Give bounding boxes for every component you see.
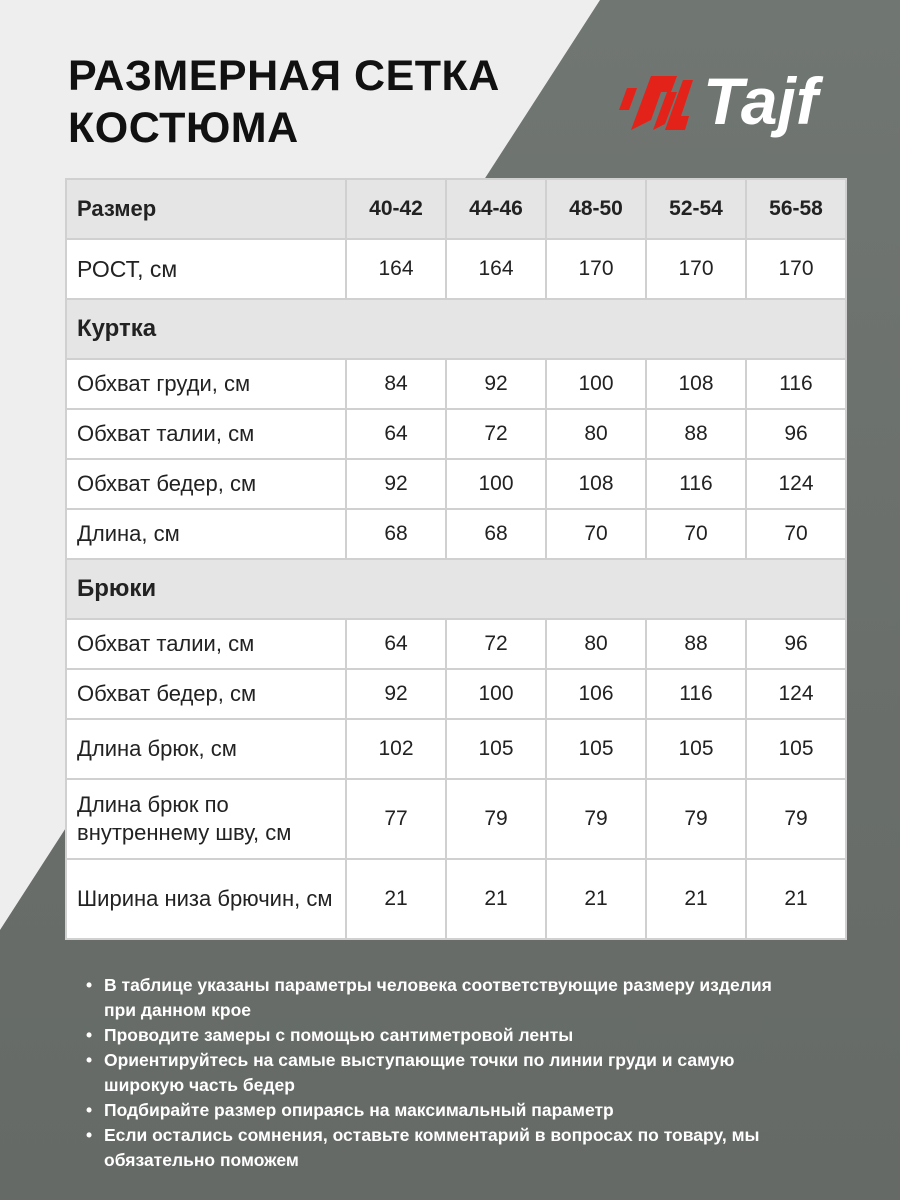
table-cell: 106	[546, 669, 646, 719]
header-size-label: Размер	[66, 179, 346, 239]
table-row	[66, 509, 846, 559]
table-cell: 72	[446, 619, 546, 669]
row-label: Длина, см	[66, 509, 346, 559]
row-label: Обхват бедер, см	[66, 669, 346, 719]
tajf-logo	[615, 58, 860, 138]
table-cell: 79	[546, 779, 646, 859]
table-cell: 21	[446, 859, 546, 939]
table-cell: 79	[746, 779, 846, 859]
table-cell: 108	[546, 459, 646, 509]
table-cell: 116	[646, 669, 746, 719]
table-cell: 80	[546, 619, 646, 669]
note-item: • Подбирайте размер опираясь на максимальный параметр	[86, 1098, 806, 1123]
table-cell: 164	[446, 239, 546, 299]
table-cell: 116	[746, 359, 846, 409]
table-cell: 124	[746, 459, 846, 509]
table-cell: 68	[446, 509, 546, 559]
table-row	[66, 359, 846, 409]
section-header-row	[66, 299, 846, 359]
table-cell: 164	[346, 239, 446, 299]
table-cell: 105	[646, 719, 746, 779]
header-size-3: 48-50	[546, 179, 646, 239]
table-cell: 84	[346, 359, 446, 409]
table-cell: 100	[546, 359, 646, 409]
row-label: РОСТ, см	[66, 239, 346, 299]
size-table	[65, 178, 847, 940]
table-row	[66, 459, 846, 509]
row-label: Обхват талии, см	[66, 409, 346, 459]
table-cell: 70	[646, 509, 746, 559]
header-size-4: 52-54	[646, 179, 746, 239]
row-label: Обхват груди, см	[66, 359, 346, 409]
table-cell: 21	[646, 859, 746, 939]
section-title: Куртка	[66, 299, 846, 359]
table-cell: 105	[446, 719, 546, 779]
table-cell: 100	[446, 669, 546, 719]
note-item: • Если остались сомнения, оставьте комментарий в вопросах по товару, мы обязательно поможем	[86, 1123, 806, 1173]
row-label: Длина брюк по внутреннему шву, см	[66, 779, 346, 859]
table-cell: 79	[646, 779, 746, 859]
table-cell: 88	[646, 409, 746, 459]
table-row	[66, 619, 846, 669]
section-header-row	[66, 559, 846, 619]
title-line-1: РАЗМЕРНАЯ СЕТКА	[68, 52, 500, 100]
table-row	[66, 409, 846, 459]
brand-mark-icon	[619, 76, 693, 130]
table-cell: 92	[346, 459, 446, 509]
table-cell: 92	[346, 669, 446, 719]
table-cell: 80	[546, 409, 646, 459]
table-cell: 21	[546, 859, 646, 939]
table-cell: 116	[646, 459, 746, 509]
row-label: Обхват талии, см	[66, 619, 346, 669]
table-cell: 77	[346, 779, 446, 859]
table-cell: 92	[446, 359, 546, 409]
table-cell: 72	[446, 409, 546, 459]
note-item: • Проводите замеры с помощью сантиметровой ленты	[86, 1023, 806, 1048]
row-label: Обхват бедер, см	[66, 459, 346, 509]
table-cell: 124	[746, 669, 846, 719]
table-row	[66, 859, 846, 939]
row-label: Длина брюк, см	[66, 719, 346, 779]
logo-text: Tajf	[703, 64, 818, 138]
table-cell: 100	[446, 459, 546, 509]
table-cell: 70	[546, 509, 646, 559]
table-cell: 170	[746, 239, 846, 299]
table-cell: 105	[746, 719, 846, 779]
header-size-1: 40-42	[346, 179, 446, 239]
title-line-2: КОСТЮМА	[68, 104, 299, 152]
header-size-5: 56-58	[746, 179, 846, 239]
table-cell: 79	[446, 779, 546, 859]
table-cell: 21	[746, 859, 846, 939]
table-cell: 96	[746, 619, 846, 669]
table-cell: 68	[346, 509, 446, 559]
table-cell: 170	[546, 239, 646, 299]
height-row	[66, 239, 846, 299]
header-size-2: 44-46	[446, 179, 546, 239]
table-cell: 88	[646, 619, 746, 669]
note-item: • Ориентируйтесь на самые выступающие точки по линии груди и самую широкую часть бедер	[86, 1048, 806, 1098]
table-cell: 105	[546, 719, 646, 779]
table-cell: 70	[746, 509, 846, 559]
table-cell: 170	[646, 239, 746, 299]
table-cell: 108	[646, 359, 746, 409]
table-cell: 64	[346, 619, 446, 669]
row-label: Ширина низа брючин, см	[66, 859, 346, 939]
table-row	[66, 719, 846, 779]
table-cell: 102	[346, 719, 446, 779]
table-cell: 64	[346, 409, 446, 459]
table-cell: 96	[746, 409, 846, 459]
page-title	[68, 50, 500, 154]
table-row	[66, 779, 846, 859]
table-row	[66, 669, 846, 719]
table-header-row	[66, 179, 846, 239]
notes-list	[86, 973, 806, 1173]
table-cell: 21	[346, 859, 446, 939]
note-item: • В таблице указаны параметры человека соответствующие размеру изделия при данном крое	[86, 973, 806, 1023]
section-title: Брюки	[66, 559, 846, 619]
